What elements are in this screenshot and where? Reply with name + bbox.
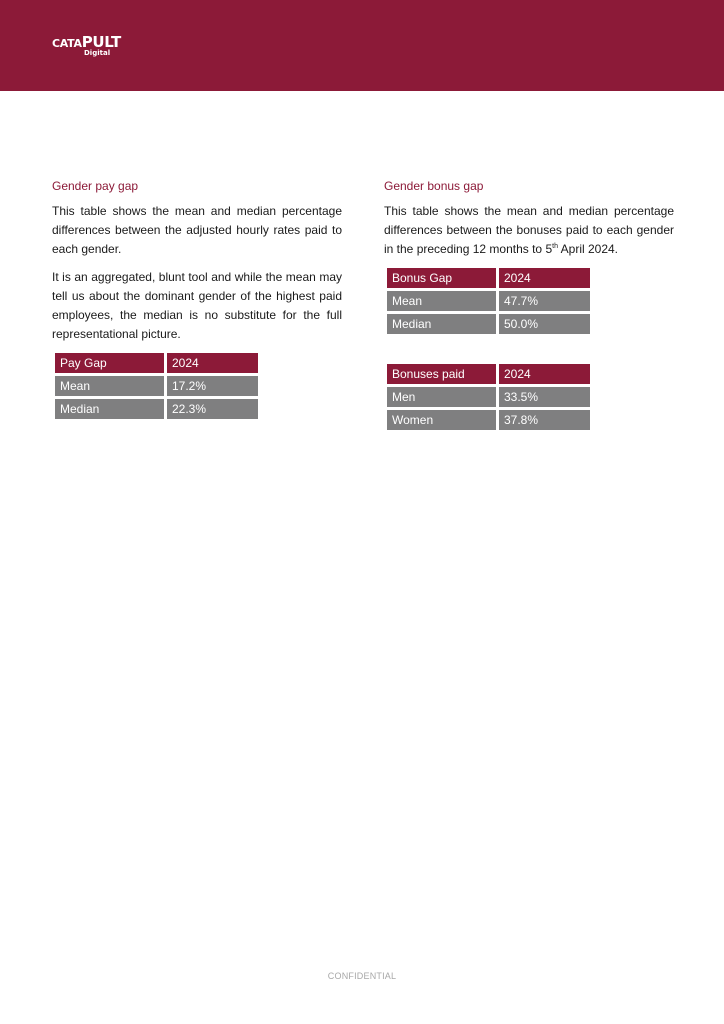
table-cell: 47.7% [499,291,590,311]
table-row [387,291,590,311]
table-row [387,387,590,407]
logo-part-small: CATA [52,37,82,50]
bonus-gap-section [384,178,674,433]
table-header-cell: Bonus Gap [387,268,496,288]
bonus-para-superscript: th [552,243,558,250]
logo-part-big: PULT [81,33,121,51]
table-cell: Mean [387,291,496,311]
table-cell: Women [387,410,496,430]
table-cell: Men [387,387,496,407]
table-row [387,410,590,430]
table-row [387,314,590,334]
table-header-cell: 2024 [499,364,590,384]
bonus-gap-heading: Gender bonus gap [384,179,484,193]
confidential-footer: CONFIDENTIAL [327,971,397,981]
table-header-cell: Pay Gap [55,353,164,373]
table-cell: Median [387,314,496,334]
table-header-row [55,353,258,373]
pay-gap-heading: Gender pay gap [52,179,139,193]
table-cell: Mean [55,376,164,396]
bonus-gap-paragraph [384,202,674,259]
table-header-cell: Bonuses paid [387,364,496,384]
table-cell: 17.2% [167,376,258,396]
table-cell: 50.0% [499,314,590,334]
pay-gap-section [52,178,342,422]
logo-subtitle: Digital [84,49,111,57]
pay-gap-paragraph-2: It is an aggregated, blunt tool and while the mean may tell us about the dominant gender of the highest paid employees, the median is no substitute for the full representational picture. [52,270,342,341]
bonus-gap-table [384,265,593,337]
table-row [55,376,258,396]
bonus-para-text-end: April 2024. [557,242,619,256]
table-row [55,399,258,419]
table-cell: 33.5% [499,387,590,407]
table-cell: Median [55,399,164,419]
table-header-cell: 2024 [167,353,258,373]
catapult-logo [52,34,122,60]
header-band [0,0,724,91]
bonus-para-text: This table shows the mean and median percentage differences between the bonuses paid to each gender in the preceding 12 months to 5 [384,204,674,256]
table-cell: 37.8% [499,410,590,430]
table-header-row [387,268,590,288]
pay-gap-paragraph-1: This table shows the mean and median percentage differences between the adjusted hourly rates paid to each gender. [52,204,342,256]
table-header-row [387,364,590,384]
table-header-cell: 2024 [499,268,590,288]
pay-gap-table [52,350,261,422]
table-cell: 22.3% [167,399,258,419]
bonuses-paid-table [384,361,593,433]
